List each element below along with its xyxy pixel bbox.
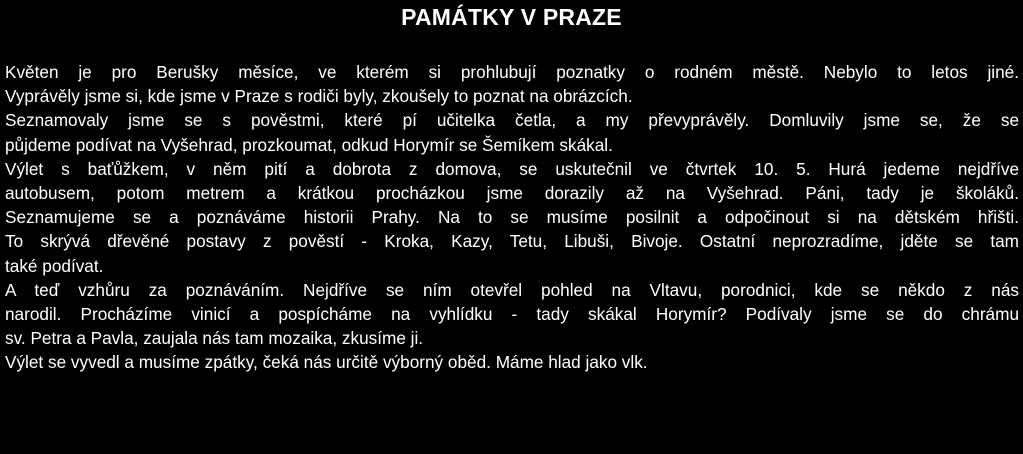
paragraph-line: Vyprávěly jsme si, kde jsme v Praze s rodiči byly, zkoušely to poznat na obrázcích. (5, 86, 633, 107)
paragraph-line: Seznamovaly jsme se s pověstmi, které pí učitelka četla, a my převyprávěly. Domluvily jsme se, že se (5, 110, 1019, 131)
paragraph-line: Květen je pro Berušky měsíce, ve kterém si prohlubují poznatky o rodném městě. Nebylo to letos jiné. (5, 62, 1019, 82)
paragraph-line: také podívat. (5, 255, 104, 276)
paragraph-line: Seznamujeme se a poznáváme historii Prahy. Na to se musíme posilnit a odpočinout si na dětském hřišti. (5, 207, 1019, 228)
paragraph-line: půjdeme podívat na Vyšehrad, prozkoumat, odkud Horymír se Šemíkem skákal. (5, 134, 613, 155)
paragraph-line: To skrývá dřevěné postavy z pověstí - Kroka, Kazy, Tetu, Libuši, Bivoje. Ostatní neprozradíme, jděte se tam (5, 231, 1019, 252)
paragraph-line: sv. Petra a Pavla, zaujala nás tam mozaika, zkusíme ji. (5, 328, 424, 349)
page-title: PAMÁTKY V PRAZE (401, 4, 622, 30)
paragraph-line: autobusem, potom metrem a krátkou procházkou jsme dorazily až na Vyšehrad. Páni, tady je školáků. (5, 182, 1019, 203)
paragraph-line: narodil. Procházíme vinicí a pospícháme na vyhlídku - tady skákal Horymír? Podívaly jsme se do chrámu (5, 303, 1019, 324)
paragraph-line: Výlet se vyvedl a musíme zpátky, čeká nás určitě výborný oběd. Máme hlad jako vlk. (5, 352, 648, 373)
paragraph-line: Výlet s baťůžkem, v něm pití a dobrota z domova, se uskutečnil ve čtvrtek 10. 5. Hurá jedeme nejdříve (5, 158, 1019, 179)
article-body (5, 60, 1019, 374)
paragraph-line: A teď vzhůru za poznáváním. Nejdříve se ním otevřel pohled na Vltavu, porodnici, kde se někdo z nás (5, 279, 1019, 300)
